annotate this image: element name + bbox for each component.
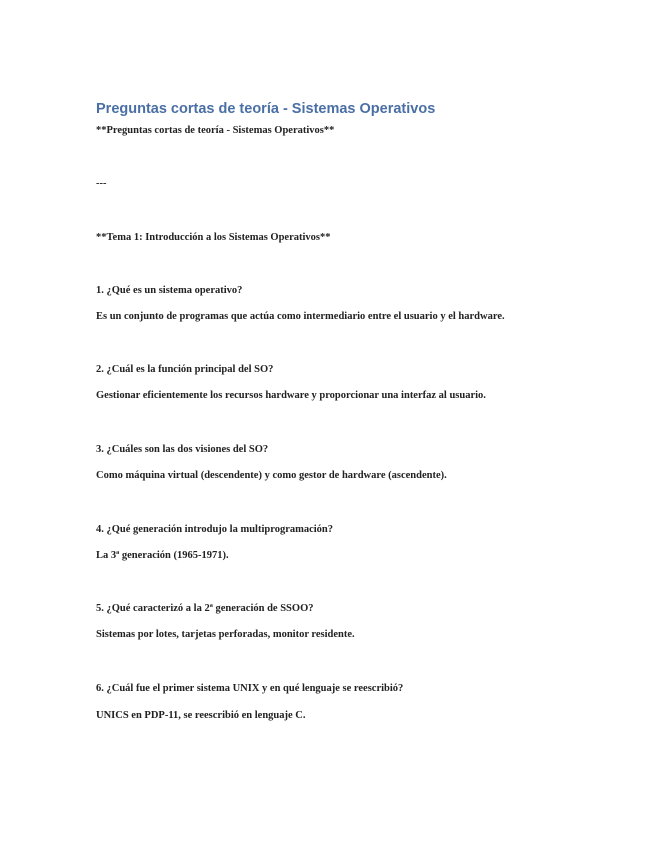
document-subtitle: **Preguntas cortas de teoría - Sistemas Operativos**	[96, 125, 335, 136]
question-6: 6. ¿Cuál fue el primer sistema UNIX y en qué lenguaje se reescribió?	[96, 683, 404, 694]
section-title: **Tema 1: Introducción a los Sistemas Operativos**	[96, 232, 331, 243]
answer-6: UNICS en PDP-11, se reescribió en lenguaje C.	[96, 710, 306, 721]
answer-4: La 3ª generación (1965-1971).	[96, 550, 229, 561]
answer-1: Es un conjunto de programas que actúa como intermediario entre el usuario y el hardware.	[96, 311, 505, 322]
answer-5: Sistemas por lotes, tarjetas perforadas, monitor residente.	[96, 629, 355, 640]
question-3: 3. ¿Cuáles son las dos visiones del SO?	[96, 444, 269, 455]
question-5: 5. ¿Qué caracterizó a la 2ª generación de SSOO?	[96, 603, 314, 614]
question-4: 4. ¿Qué generación introdujo la multiprogramación?	[96, 524, 334, 535]
separator: ---	[96, 178, 107, 189]
question-2: 2. ¿Cuál es la función principal del SO?	[96, 364, 274, 375]
document-heading: Preguntas cortas de teoría - Sistemas Operativos	[96, 101, 436, 117]
question-1: 1. ¿Qué es un sistema operativo?	[96, 285, 243, 296]
answer-2: Gestionar eficientemente los recursos hardware y proporcionar una interfaz al usuario.	[96, 390, 486, 401]
answer-3: Como máquina virtual (descendente) y como gestor de hardware (ascendente).	[96, 470, 447, 481]
